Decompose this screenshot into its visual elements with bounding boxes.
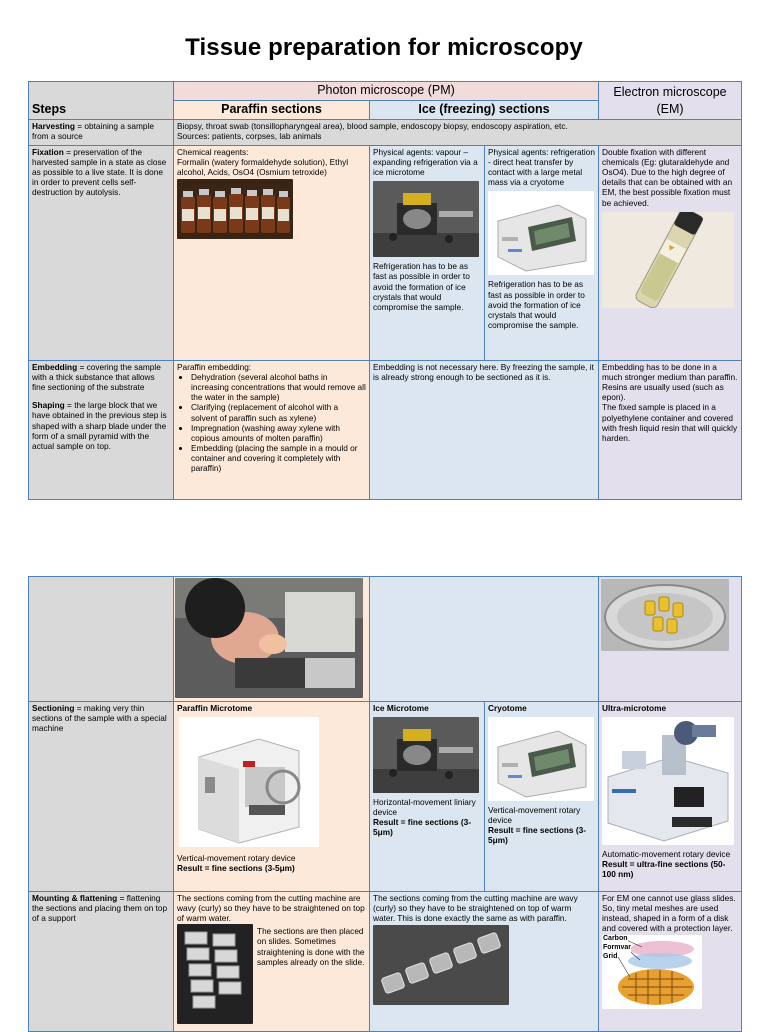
- list-item: • Embedding (placing the sample in a mould or container and covering it completely with paraffin): [191, 443, 366, 473]
- mounting-definition: = flattening the sections and placing them on top of a support: [32, 893, 168, 924]
- fixation-em-cell: [599, 146, 742, 361]
- cryotome-heading: Cryotome: [488, 703, 527, 713]
- fixative-vial-photo: [602, 212, 734, 308]
- ice-microtome-photo-2: [373, 717, 479, 793]
- fixation-ice-right-text: Physical agents: refrigeration - direct heat transfer by contact with a large metal mass via a cryotome: [488, 147, 595, 188]
- cryotome-photo: [488, 191, 594, 275]
- mounting-step: [29, 892, 174, 1032]
- photo-row-steps-cell: [29, 577, 174, 702]
- ultra-microtome-photo: [602, 717, 734, 845]
- sectioning-step: [29, 702, 174, 892]
- embedding-definition: = covering the sample with a thick substance that allows fine sectioning of the substrate: [32, 362, 161, 393]
- embedding-ice-text: Embedding is not necessary here. By freezing the sample, it is already strong enough to be sectioned as it is.: [370, 361, 599, 500]
- list-item: • Dehydration (several alcohol baths in increasing concentrations that would remove all the water in the sample): [191, 372, 366, 402]
- reagent-bottles-photo: [177, 179, 293, 239]
- electron-microscope-header: Electron microscope (EM): [599, 82, 742, 120]
- photo-row-em-cell: [599, 577, 742, 702]
- mounting-paraffin-cell: [174, 892, 370, 1032]
- fixation-ice-left-text: Physical agents: vapour –expanding refrigeration via a ice microtome: [373, 147, 478, 178]
- embedding-term: Embedding: [32, 362, 78, 372]
- embedding-paraffin-heading: Paraffin embedding:: [177, 362, 252, 372]
- sectioning-cryotome-cell: [485, 702, 599, 892]
- fixation-ice-left-note: Refrigeration has to be as fast as possible in order to avoid the formation of ice crystals that would compromise the sample.: [373, 261, 470, 312]
- photon-microscope-header: Photon microscope (PM): [174, 82, 599, 101]
- ultra-microtome-description: Automatic-movement rotary device: [602, 849, 731, 860]
- preparation-table-top: [28, 81, 742, 500]
- mounting-paraffin-text: The sections coming from the cutting machine are wavy (curly) so they have to be straightened on top of warm water.: [177, 893, 365, 924]
- fixation-ice-microtome-cell: [370, 146, 485, 361]
- ultra-microtome-result: Result = ultra-fine sections (50-100 nm): [602, 859, 726, 880]
- slides-on-water-photo: [177, 924, 253, 1024]
- page-title: Tissue preparation for microscopy: [185, 34, 583, 61]
- mounting-em-cell: [599, 892, 742, 1032]
- fixation-ice-right-note: Refrigeration has to be as fast as possible in order to avoid the formation of ice crystals that would compromise the sample.: [488, 279, 585, 330]
- fixation-paraffin-text: Formalin (watery formaldehyde solution), Ethyl alcohol, Acids, OsO4 (Osmium tetroxide): [177, 157, 349, 178]
- ice-microtome-result: Result = fine sections (3-5μm): [373, 817, 471, 838]
- grid-label-grid: Grid: [603, 953, 618, 961]
- fixation-step: [29, 146, 174, 361]
- fixation-cryotome-cell: [485, 146, 599, 361]
- mounting-term: Mounting & flattening: [32, 893, 118, 903]
- paraffin-microtome-result: Result = fine sections (3-5μm): [177, 863, 295, 874]
- em-grid-diagram: [602, 935, 702, 1009]
- ice-microtome-photo: [373, 181, 479, 257]
- embedding-paraffin-cell: [174, 361, 370, 500]
- fixation-paraffin-cell: [174, 146, 370, 361]
- harvesting-step: [29, 120, 174, 146]
- paraffin-microtome-heading: Paraffin Microtome: [177, 703, 253, 713]
- sectioning-paraffin-cell: [174, 702, 370, 892]
- cryotome-photo-2: [488, 717, 594, 801]
- harvesting-description: [174, 120, 742, 146]
- resin-block-dish-photo: [601, 579, 729, 651]
- mounting-paraffin-slide-text: The sections are then placed on slides. Sometimes straightening is done with the samples already on the slide.: [257, 926, 365, 967]
- sectioning-em-cell: [599, 702, 742, 892]
- fixation-term: Fixation: [32, 147, 64, 157]
- fixation-em-text: Double fixation with different chemicals (Eg: glutaraldehyde and OsO4). Due to the high degree of details that can be obtained with an EM, the best possible fixation must be achieved.: [602, 147, 733, 208]
- sectioning-term: Sectioning: [32, 703, 75, 713]
- preparation-table-bottom: [28, 576, 742, 1032]
- mounting-em-text: For EM one cannot use glass slides. So, tiny metal meshes are used instead, shaped in a form of a disk and covered with a protection layer.: [602, 893, 736, 934]
- cryotome-description: Vertical-movement rotary device: [488, 805, 581, 826]
- ice-sections-header: Ice (freezing) sections: [370, 101, 599, 120]
- harvesting-examples: Biopsy, throat swab (tonsillopharyngeal area), blood sample, endoscopy biopsy, endoscopy aspiration, etc.: [177, 121, 568, 131]
- paraffin-microtome-description: Vertical-movement rotary device: [177, 853, 296, 864]
- ultra-microtome-heading: Ultra-microtome: [602, 703, 667, 713]
- ice-microtome-description: Horizontal-movement liniary device: [373, 797, 476, 818]
- embedding-em-text: Embedding has to be done in a much stronger medium than paraffin. Resins are usually used (such as epon). The fixed sample is placed in a polyethylene container and covered with fresh liquid resin that will quickly harden.: [599, 361, 742, 500]
- steps-header: Steps: [29, 82, 174, 120]
- paraffin-microtome-photo: [179, 717, 319, 847]
- embedding-paraffin-list: [177, 372, 366, 473]
- mounting-ice-text: The sections coming from the cutting machine are wavy (curly) so they have to be straightened on top of warm water. This is done exactly the same as with paraffin.: [373, 893, 578, 924]
- harvesting-term: Harvesting: [32, 121, 75, 131]
- photo-row-paraffin-cell: [174, 577, 370, 702]
- list-item: • Impregnation (washing away xylene with copious amounts of molten paraffin): [191, 423, 366, 443]
- grid-label-carbon: Carbon: [603, 935, 628, 943]
- fixation-paraffin-heading: Chemical reagents:: [177, 147, 249, 157]
- fixation-definition: = preservation of the harvested sample in a state as close as possible to a live state. It is done in order to prevent cells self-destruction by autolysis.: [32, 147, 167, 198]
- paraffin-sections-header: Paraffin sections: [174, 101, 370, 120]
- embedding-step: [29, 361, 174, 500]
- floating-sections-photo: [373, 925, 509, 1005]
- photo-row-ice-cell: [370, 577, 599, 702]
- shaping-term: Shaping: [32, 400, 65, 411]
- microtome-operator-photo: [175, 578, 363, 698]
- ice-microtome-heading: Ice Microtome: [373, 703, 429, 713]
- list-item: • Clarifying (replacement of alcohol with a solvent of paraffin such as xylene): [191, 402, 366, 422]
- sectioning-definition: = making very thin sections of the sample with a special machine: [32, 703, 167, 734]
- harvesting-definition: = obtaining a sample from a source: [32, 121, 154, 142]
- cryotome-result: Result = fine sections (3-5μm): [488, 825, 586, 846]
- shaping-definition: = the large block that we have obtained in the previous step is shaped with a sharp blade under the form of a small pyramid with the actual sample on top.: [32, 400, 167, 451]
- sectioning-ice-cell: [370, 702, 485, 892]
- mounting-ice-cell: [370, 892, 599, 1032]
- harvesting-sources: Sources: patients, corpses, lab animals: [177, 131, 322, 142]
- grid-label-formvar: Formvar: [603, 944, 632, 952]
